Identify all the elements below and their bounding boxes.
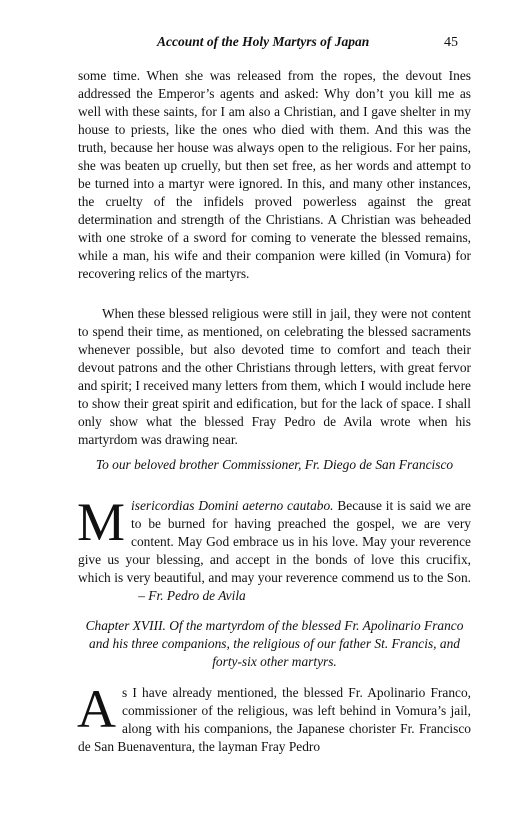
chapter-paragraph	[77, 679, 471, 756]
letter-body: Because it is said we are to be burned for having preached the gospel, we are very content. May God embrace us in his love. May your reverence give us your blessing, and accept in the bonds of love this crucifix, which is very beautiful, and may your reverence commend us to the Son.	[78, 498, 471, 585]
body-paragraph: When these blessed religious were still in jail, they were not content to spend their time, as mentioned, on celebrating the blessed sacraments whenever possible, but also devoted time to comfort and teach their devout patrons and the other Christians through letters, with great fervor and spirit; I received many letters from them, which I would include here to show their great spirit and edification, but for the lack of space. I shall only show what the blessed Fray Pedro de Avila wrote when his martyrdom was drawing near.	[78, 306, 471, 447]
drop-cap: M	[77, 492, 126, 552]
body-paragraph: some time. When she was released from the ropes, the devout Ines addressed the Emperor’s agents and asked: Why don’t you kill me as well with these saints, for I am also a Christian, and I gave shelter in my house to priests, like the ones who died with them. And this was the truth, because her house was always open to the religious. For her pains, she was beaten up cruelly, but then set free, as her words and attempt to be turned into a martyr were ignored. In this, and many other instances, the cruelty of the infidels proved powerless against the great determination and strength of the Christians. A Christian was beheaded with one stroke of a sword for coming to venerate the blessed remains, while a man, his wife and their companion were killed (in Vomura) for recovering relics of the martyrs.	[78, 68, 471, 281]
chapter-body: s I have already mentioned, the blessed Fr. Apolinario Franco, commissioner of the religious, was left behind in Vomura’s jail, along with his companions, the Japanese chorister Fr. Francisco de San Buenaventura, the layman Fray Pedro	[78, 685, 471, 754]
page-number: 45	[444, 35, 458, 50]
latin-quote: isericordias Domini aeterno cautabo.	[131, 498, 334, 513]
drop-cap: A	[77, 679, 116, 739]
letter-heading: To our beloved brother Commissioner, Fr. Diego de San Francisco	[95, 457, 454, 472]
page-header	[0, 34, 460, 54]
letter-text	[77, 492, 471, 605]
letter-signature: – Fr. Pedro de Avila	[138, 588, 246, 603]
chapter-heading: Chapter XVIII. Of the martyrdom of the blessed Fr. Apolinario Franco and his three companions, the religious of our father St. Francis, and forty-six other martyrs.	[85, 618, 464, 669]
running-title: Account of the Holy Martyrs of Japan	[157, 34, 370, 49]
